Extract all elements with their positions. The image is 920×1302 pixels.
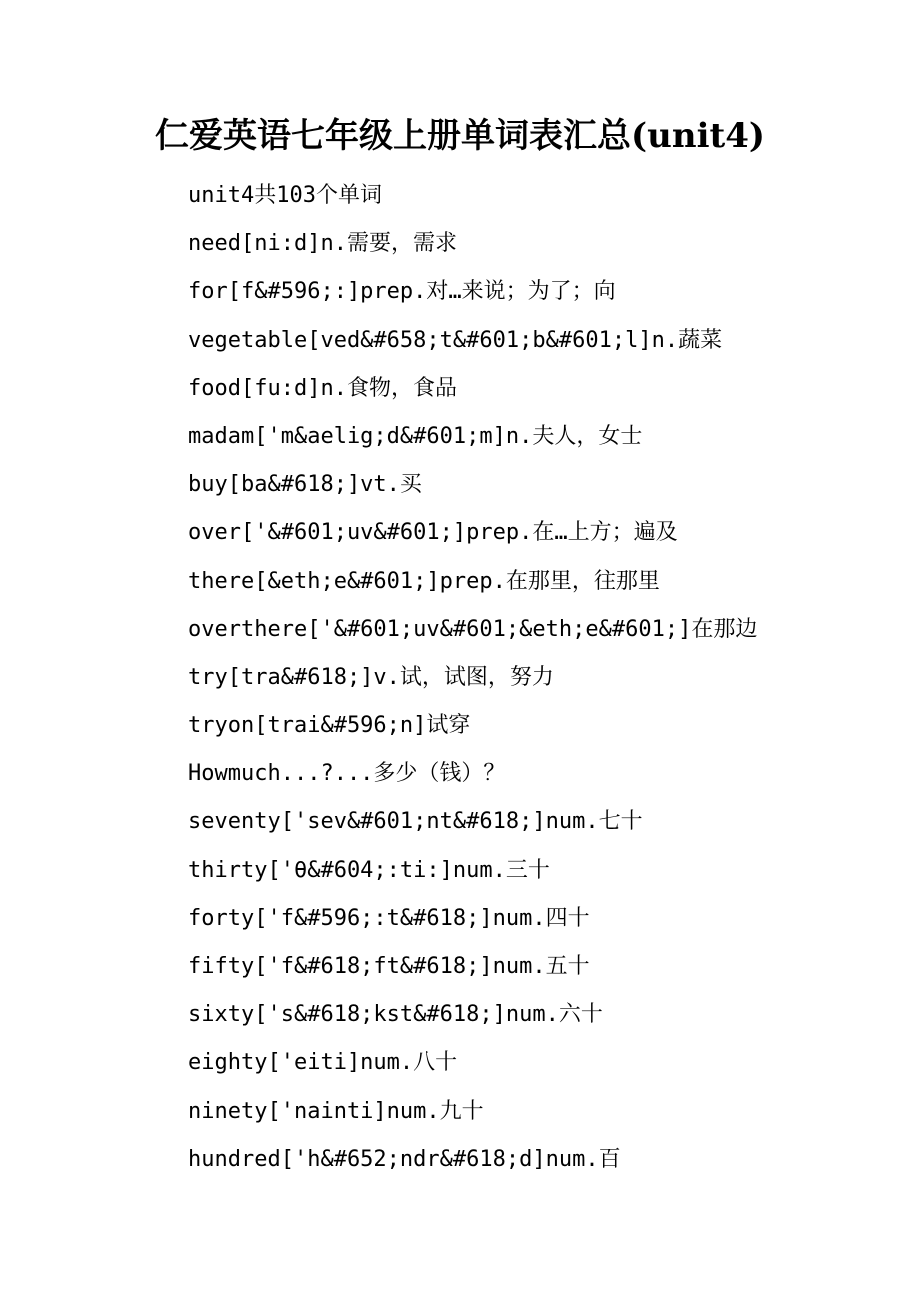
vocab-entry-tryon: tryon[trai&#596;n]试穿 bbox=[188, 713, 471, 739]
vocab-entry-howmuch: Howmuch...?...多少（钱）？ bbox=[188, 761, 506, 787]
document-title: 仁爱英语七年级上册单词表汇总(unit4) bbox=[155, 116, 765, 156]
unit-word-count: unit4共103个单词 bbox=[188, 183, 382, 208]
vocab-entry-over: over['&#601;uv&#601;]prep.在…上方；遍及 bbox=[188, 520, 678, 546]
vocab-entry-there: there[&eth;e&#601;]prep.在那里，往那里 bbox=[188, 568, 660, 594]
vocab-entry-vegetable: vegetable[ved&#658;t&#601;b&#601;l]n.蔬菜 bbox=[188, 327, 723, 353]
vocab-entry-try: try[tra&#618;]v.试，试图，努力 bbox=[188, 664, 554, 690]
vocab-entry-thirty: thirty['θ&#604;:ti:]num.三十 bbox=[188, 857, 550, 883]
vocab-entry-ninety: ninety['nainti]num.九十 bbox=[188, 1098, 484, 1124]
vocab-entry-eighty: eighty['eiti]num.八十 bbox=[188, 1050, 458, 1076]
vocab-entry-hundred: hundred['h&#652;ndr&#618;d]num.百 bbox=[188, 1146, 621, 1172]
vocab-entry-madam: madam['m&aelig;d&#601;m]n.夫人，女士 bbox=[188, 423, 643, 449]
vocab-entry-forty: forty['f&#596;:t&#618;]num.四十 bbox=[188, 905, 590, 931]
vocab-entry-for: for[f&#596;:]prep.对…来说；为了；向 bbox=[188, 279, 616, 305]
vocab-entry-seventy: seventy['sev&#601;nt&#618;]num.七十 bbox=[188, 809, 643, 835]
vocab-entry-buy: buy[ba&#618;]vt.买 bbox=[188, 472, 422, 498]
vocab-entry-food: food[fu:d]n.食物，食品 bbox=[188, 375, 457, 401]
vocab-entry-sixty: sixty['s&#618;kst&#618;]num.六十 bbox=[188, 1002, 603, 1028]
vocab-entry-overthere: overthere['&#601;uv&#601;&eth;e&#601;]在那边 bbox=[188, 616, 758, 642]
vocabulary-list bbox=[188, 172, 888, 1184]
vocab-entry-need: need[ni:d]n.需要，需求 bbox=[188, 231, 457, 257]
vocab-entry-fifty: fifty['f&#618;ft&#618;]num.五十 bbox=[188, 954, 590, 979]
